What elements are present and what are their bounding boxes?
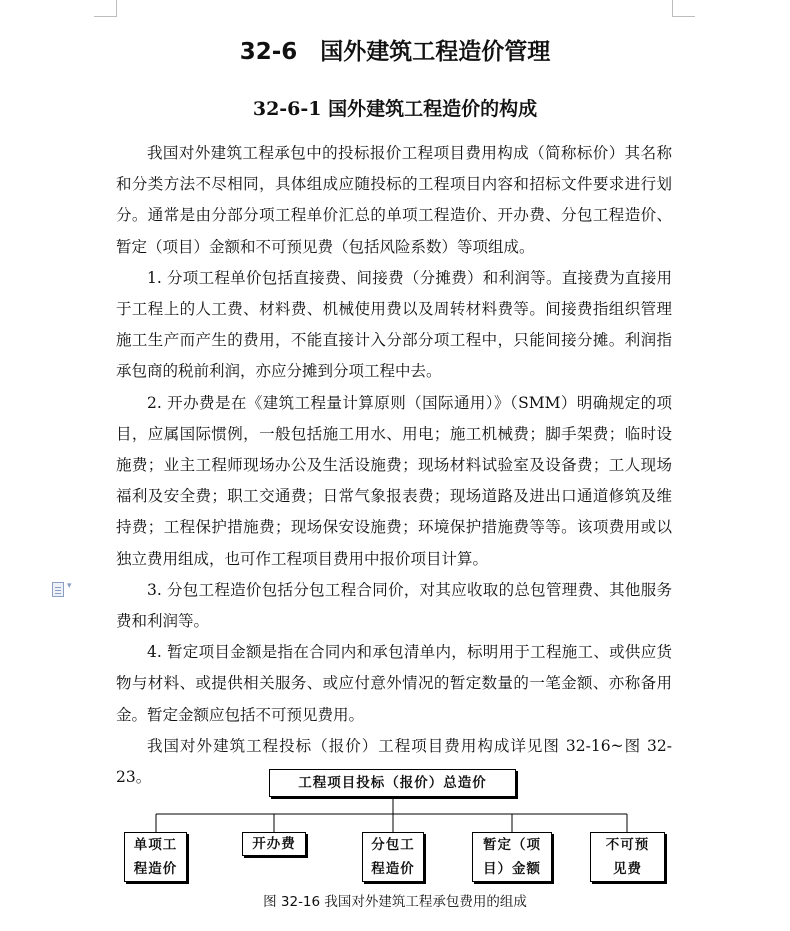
diagram-root-box bbox=[269, 769, 516, 797]
section-title: 32-6 国外建筑工程造价管理 bbox=[239, 39, 551, 65]
page-corner-mark-left bbox=[94, 0, 117, 17]
document-icon[interactable] bbox=[50, 580, 80, 598]
diagram-box-line: 单项工 bbox=[133, 837, 178, 853]
body-text bbox=[116, 138, 672, 793]
paragraph-item-2: 2. 开办费是在《建筑工程量计算原则（国际通用）》（SMM）明确规定的项目，应属国际惯例，一般包括施工用水、用电；施工机械费；脚手架费；临时设施费；业主工程师现场办公及生活设施费；现场材料试验室及设备费；工人现场福利及安全费；职工交通费；日常气象报表费；现场道路及进出口通道修筑及维持费；工程保护措施费；现场保安设施费；环境保护措施费等等。该项费用或以独立费用组成，也可作工程项目费用中报价项目计算。 bbox=[116, 393, 672, 568]
subsection-title: 32-6-1 国外建筑工程造价的构成 bbox=[252, 98, 538, 120]
diagram-box-line: 程造价 bbox=[371, 861, 415, 877]
diagram-box-line: 分包工 bbox=[371, 837, 415, 853]
page-corner-mark-right bbox=[672, 0, 695, 17]
diagram-box-line: 程造价 bbox=[133, 861, 178, 877]
paragraph-item-4: 4. 暂定项目金额是指在合同内和承包清单内，标明用于工程施工、或供应货物与材料、或提供相关服务、或应付意外情况的暂定数量的一笔金额、亦称备用金。暂定金额应包括不可预见费用。 bbox=[116, 643, 672, 724]
chevron-down-icon: ▾ bbox=[67, 581, 72, 591]
diagram-box-preliminaries bbox=[242, 832, 306, 856]
diagram-box-subcontract-cost bbox=[362, 832, 424, 882]
diagram-root-label: 工程项目投标（报价）总造价 bbox=[298, 775, 487, 791]
paragraph-item-3: 3. 分包工程造价包括分包工程合同价，对其应收取的总包管理费、其他服务费和利润等。 bbox=[116, 580, 672, 631]
diagram-box-contingency bbox=[590, 832, 665, 882]
diagram-box-provisional-sum bbox=[472, 832, 552, 882]
paragraph-intro: 我国对外建筑工程承包中的投标报价工程项目费用构成（简称标价）其名称和分类方法不尽相同，具体组成应随投标的工程项目内容和招标文件要求进行划分。通常是由分部分项工程单价汇总的单项工程造价、开办费、分包工程造价、暂定（项目）金额和不可预见费（包括风险系数）等项组成。 bbox=[116, 144, 672, 256]
paragraph-item-1: 1. 分项工程单价包括直接费、间接费（分摊费）和利润等。直接费为直接用于工程上的人工费、材料费、机械使用费以及周转材料费等。间接费指组织管理施工生产而产生的费用，不能直接计入分部分项工程中，只能间接分摊。利润指承包商的税前利润，亦应分摊到分项工程中去。 bbox=[116, 268, 672, 381]
paragraph-reference: 我国对外建筑工程投标（报价）工程项目费用构成详见图 32-16~图 32-23。 bbox=[116, 736, 672, 787]
diagram-box-line: 暂定（项 bbox=[483, 837, 541, 853]
diagram-box-single-item-cost bbox=[124, 832, 187, 882]
diagram-box-line: 目）金额 bbox=[483, 861, 541, 877]
diagram-box-line: 见费 bbox=[613, 861, 642, 877]
figure-caption: 图 32-16 我国对外建筑工程承包费用的组成 bbox=[263, 894, 527, 910]
diagram-box-line: 不可预 bbox=[605, 837, 650, 853]
document-page-icon bbox=[52, 582, 64, 597]
diagram-box-line: 开办费 bbox=[252, 836, 296, 852]
